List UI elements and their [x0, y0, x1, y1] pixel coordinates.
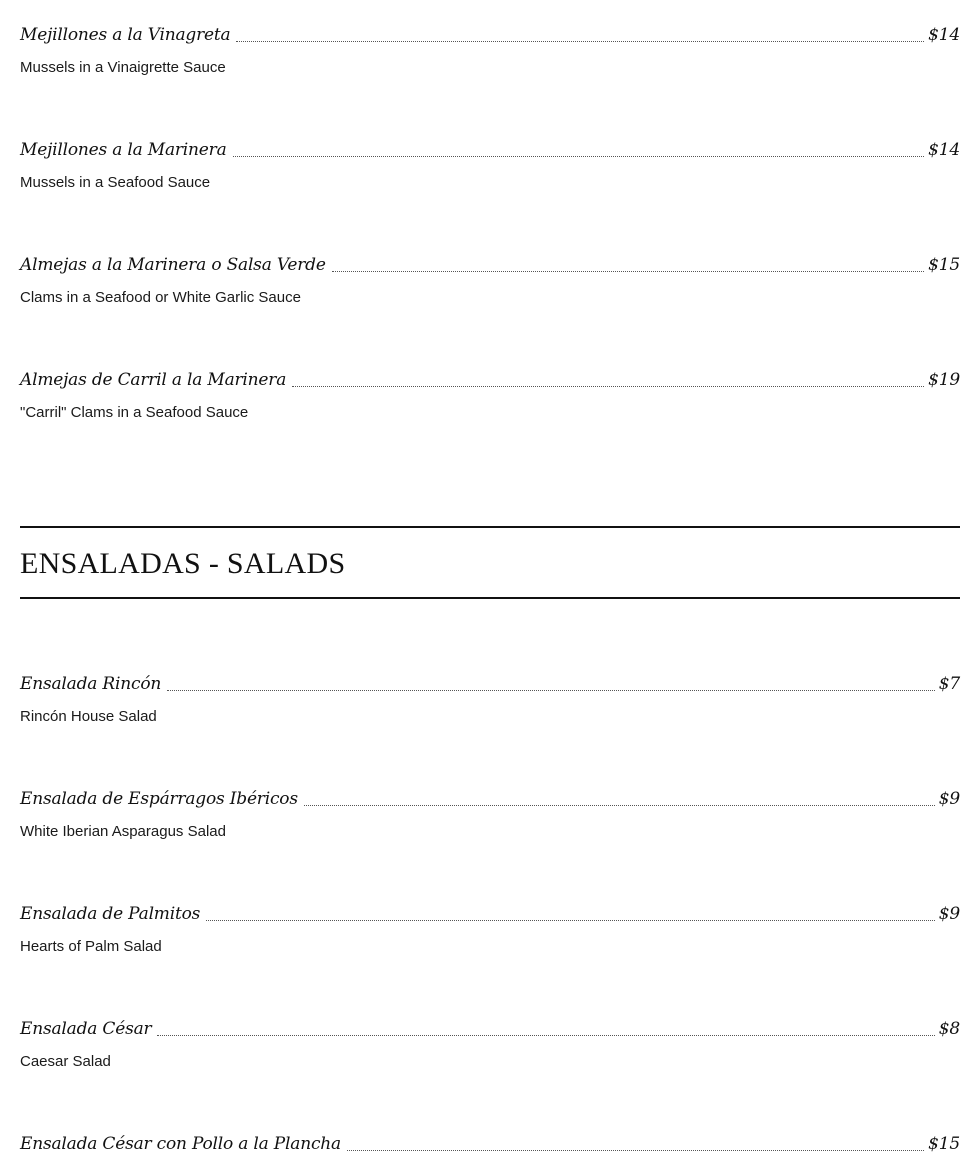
menu-item-price: $14	[928, 25, 960, 45]
section-divider-top	[20, 526, 960, 528]
menu-item-description: Clams in a Seafood or White Garlic Sauce	[20, 289, 301, 306]
dot-leader	[236, 40, 924, 42]
menu-item-line	[20, 901, 960, 927]
dot-leader	[206, 919, 935, 921]
dot-leader	[292, 385, 924, 387]
menu-item-price: $7	[938, 674, 960, 694]
menu-item-description: White Iberian Asparagus Salad	[20, 823, 226, 840]
menu-item-line	[20, 786, 960, 812]
menu-item	[20, 137, 960, 207]
menu-item-price: $15	[928, 1134, 960, 1154]
menu-item-line	[20, 1016, 960, 1042]
menu-item-line	[20, 367, 960, 393]
menu-item-description: Mussels in a Vinaigrette Sauce	[20, 59, 226, 76]
menu-item-description: Hearts of Palm Salad	[20, 938, 162, 955]
menu-item-name: Ensalada César	[20, 1019, 152, 1039]
dot-leader	[347, 1149, 924, 1151]
dot-leader	[304, 804, 935, 806]
menu-item-price: $8	[938, 1019, 960, 1039]
menu-item	[20, 367, 960, 437]
menu-item-line	[20, 22, 960, 48]
dot-leader	[167, 689, 935, 691]
dot-leader	[157, 1034, 934, 1036]
menu-item-name: Ensalada César con Pollo a la Plancha	[20, 1134, 341, 1154]
menu-item-description: Caesar Salad	[20, 1053, 111, 1070]
menu-item-description: "Carril" Clams in a Seafood Sauce	[20, 404, 249, 421]
menu-item	[20, 901, 960, 971]
menu-item-name: Mejillones a la Vinagreta	[20, 25, 231, 45]
menu-item-name: Almejas a la Marinera o Salsa Verde	[20, 255, 326, 275]
menu-item	[20, 671, 960, 741]
menu-item	[20, 252, 960, 322]
menu-item-price: $15	[928, 255, 960, 275]
menu-item-name: Ensalada de Palmitos	[20, 904, 201, 924]
section-divider-bottom	[20, 597, 960, 599]
menu-item-price: $14	[928, 140, 960, 160]
menu-item-line	[20, 252, 960, 278]
menu-item-name: Mejillones a la Marinera	[20, 140, 227, 160]
dot-leader	[233, 155, 925, 157]
dot-leader	[332, 270, 924, 272]
menu-item-line	[20, 1131, 960, 1157]
menu-item	[20, 786, 960, 856]
menu-item-line	[20, 671, 960, 697]
menu-item-line	[20, 137, 960, 163]
menu-item-name: Ensalada de Espárragos Ibéricos	[20, 789, 298, 809]
section-title: ENSALADAS - SALADS	[20, 547, 346, 580]
menu-item	[20, 1016, 960, 1086]
menu-item-name: Almejas de Carril a la Marinera	[20, 370, 287, 390]
menu-item-description: Mussels in a Seafood Sauce	[20, 174, 211, 191]
menu-item-name: Ensalada Rincón	[20, 674, 162, 694]
menu-item-description: Rincón House Salad	[20, 708, 157, 725]
menu-item-price: $19	[928, 370, 960, 390]
menu-item	[20, 22, 960, 92]
menu-item-price: $9	[938, 904, 960, 924]
menu-item-price: $9	[938, 789, 960, 809]
menu-item	[20, 1131, 960, 1158]
